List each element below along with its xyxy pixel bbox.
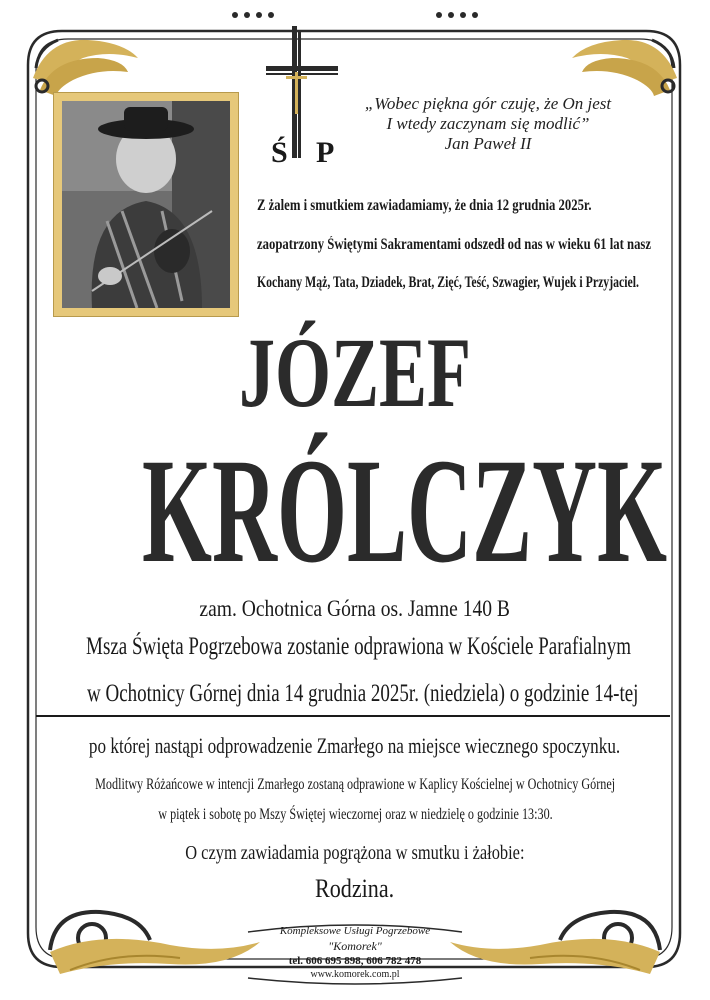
signature: Rodzina.	[315, 874, 395, 903]
funeral-line-date: w Ochotnicy Górnej dnia 14 grudnia 2025r. (niedziela) o godzinie 14-tej	[87, 680, 639, 707]
company-phone: tel. 606 695 898, 606 782 478	[288, 955, 422, 967]
top-ornament	[225, 10, 485, 20]
rosary-line: w piątek i sobotę po Mszy Świętej wieczornej oraz w niedzielę o godzinie 13:30.	[157, 806, 553, 823]
rosary-line: Modlitwy Różańcowe w intencji Zmarłego zostaną odprawione w Kaplicy Kościelnej w Ochotnicy Górnej	[94, 776, 616, 793]
quote-line: I wtedy zaczynam się modlić”	[386, 114, 590, 133]
funeral-line: Msza Święta Pogrzebowa zostanie odprawiona w Kościele Parafialnym	[86, 633, 632, 660]
quote	[338, 94, 638, 154]
funeral-line: po której nastąpi odprowadzenie Zmarłego na miejsce wiecznego spoczynku.	[89, 733, 621, 758]
quote-author: Jan Paweł II	[444, 134, 532, 153]
announcement-line: Kochany Mąż, Tata, Dziadek, Brat, Zięć, Teść, Szwagier, Wujek i Przyjaciel.	[257, 274, 639, 291]
quote-line: „Wobec piękna gór czuję, że On jest	[364, 94, 612, 113]
underline	[36, 715, 670, 717]
sp-letter-left: Ś	[271, 136, 288, 169]
company-name: "Komorek"	[328, 939, 382, 953]
photo-image	[62, 101, 230, 308]
sp-letter-right: P	[316, 136, 335, 169]
announcement-line: Z żalem i smutkiem zawiadamiamy, że dnia 12 grudnia 2025r.	[257, 197, 592, 214]
deceased-last-name: KRÓLCZYK	[141, 428, 668, 594]
address: zam. Ochotnica Górna os. Jamne 140 B	[199, 596, 511, 621]
ornament-top-right	[562, 28, 682, 98]
company-website: www.komorek.com.pl	[310, 969, 400, 980]
closing-line: O czym zawiadamia pogrążona w smutku i żałobie:	[185, 842, 525, 864]
portrait-photo	[53, 92, 239, 317]
company-title: Kompleksowe Usługi Pogrzebowe	[279, 925, 431, 937]
ornament-top-left	[28, 28, 148, 98]
deceased-first-name: JÓZEF	[238, 317, 472, 428]
announcement-line: zaopatrzony Świętymi Sakramentami odszedł od nas w wieku 61 lat nasz	[257, 236, 652, 253]
